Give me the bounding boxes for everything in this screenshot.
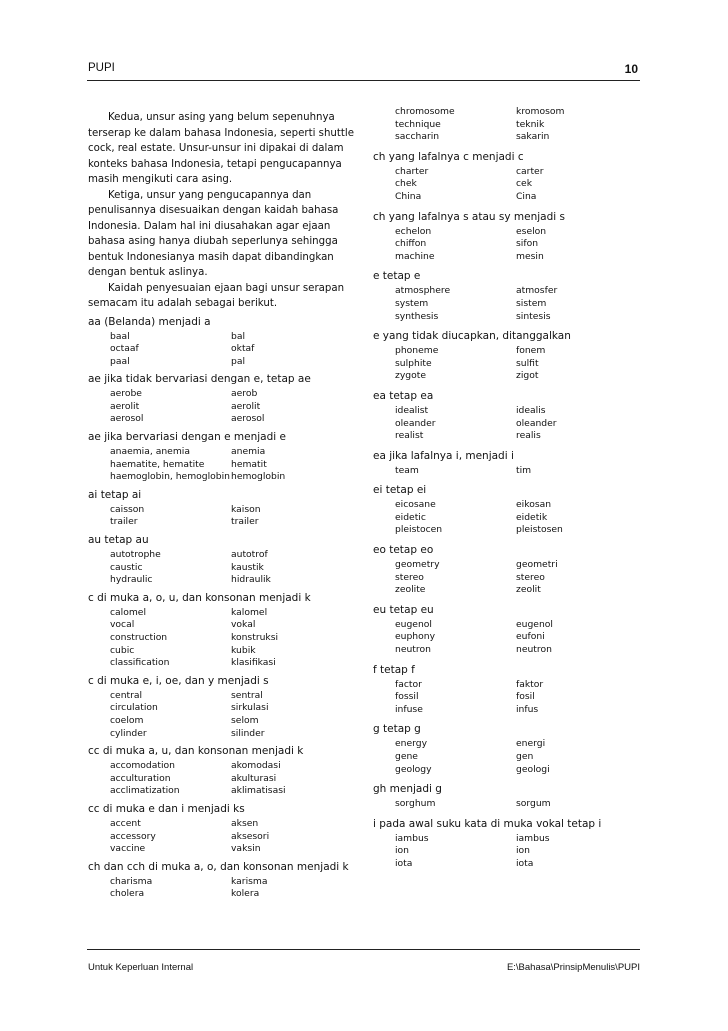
rule-heading: ch yang lafalnya s atau sy menjadi s (373, 210, 566, 223)
word-pair (88, 876, 358, 889)
word-pair (88, 818, 358, 831)
word-pair (373, 764, 643, 777)
foreign-word: eidetic (395, 511, 426, 523)
word-pair (373, 226, 643, 239)
spelling-rule-section (373, 449, 643, 478)
word-pair (373, 584, 643, 597)
word-pair (373, 238, 643, 251)
foreign-word: energy (395, 738, 428, 750)
indonesian-word: kalomel (231, 606, 268, 618)
word-pair-list (88, 818, 358, 856)
spelling-rule-section (88, 802, 358, 856)
word-pair (88, 619, 358, 632)
foreign-word: baal (110, 330, 130, 342)
indonesian-word: anemia (231, 446, 266, 458)
indonesian-word: oleander (516, 417, 557, 429)
word-pair (88, 574, 358, 587)
footer-rule (87, 949, 640, 950)
indonesian-word: eugenol (516, 618, 553, 630)
word-pair (88, 888, 358, 901)
word-pair (373, 679, 643, 692)
foreign-word: central (110, 689, 143, 701)
intro-paragraph: Ketiga, unsur yang pengucapannya dan penulisannya disesuaikan dengan kaidah bahasa Indonesia. Dalam hal ini diusahakan agar ejaan bahasa asing hanya diubah seperlunya sehingga bentuk Indonesianya masih dapat dibandingkan dengan bentuk aslinya. (88, 189, 339, 278)
word-pair (373, 559, 643, 572)
foreign-word: charter (395, 165, 429, 177)
word-pair (373, 166, 643, 179)
foreign-word: cylinder (110, 727, 147, 739)
spelling-rule-section (373, 543, 643, 597)
indonesian-word: cek (516, 178, 533, 190)
spelling-rule-section (373, 782, 643, 811)
indonesian-word: bal (231, 330, 246, 342)
word-pair (88, 331, 358, 344)
word-pair (373, 191, 643, 204)
foreign-word: geometry (395, 559, 440, 571)
indonesian-word: pleistosen (516, 524, 563, 536)
foreign-word: iota (395, 857, 413, 869)
rule-heading: ch yang lafalnya c menjadi c (373, 150, 524, 163)
indonesian-word: teknik (516, 118, 545, 130)
word-pair (373, 285, 643, 298)
indonesian-word: aklimatisasi (231, 785, 286, 797)
word-pair (88, 516, 358, 529)
rule-heading: cc di muka a, u, dan konsonan menjadi k (88, 745, 304, 758)
indonesian-word: selom (231, 714, 259, 726)
indonesian-word: geometri (516, 559, 558, 571)
foreign-word: anaemia, anemia (110, 446, 190, 458)
foreign-word: cubic (110, 644, 135, 656)
word-pair (88, 702, 358, 715)
indonesian-word: vaksin (231, 843, 261, 855)
foreign-word: atmosphere (395, 285, 451, 297)
rule-heading: g tetap g (373, 723, 421, 736)
indonesian-word: tim (516, 464, 532, 476)
indonesian-word: sifon (516, 238, 539, 250)
word-pair (88, 549, 358, 562)
word-pair (373, 631, 643, 644)
indonesian-word: kolera (231, 888, 260, 900)
indonesian-word: eufoni (516, 631, 545, 643)
foreign-word: neutron (395, 644, 431, 656)
spelling-rule-section (373, 483, 643, 537)
foreign-word: synthesis (395, 310, 439, 322)
word-pair (373, 858, 643, 871)
rule-heading: cc di muka e dan i menjadi ks (88, 802, 245, 815)
rule-heading: c di muka a, o, u, dan konsonan menjadi k (88, 591, 311, 604)
word-pair (373, 311, 643, 324)
foreign-word: construction (110, 632, 168, 643)
word-pair-list (373, 285, 643, 323)
spelling-rule-section (88, 430, 358, 484)
word-pair (373, 499, 643, 512)
word-pair-list (373, 405, 643, 443)
indonesian-word: atmosfer (516, 285, 558, 297)
indonesian-word: akomodasi (231, 760, 281, 772)
word-pair-list (88, 388, 358, 426)
foreign-word: phoneme (395, 345, 439, 357)
word-pair-list (373, 345, 643, 383)
foreign-word: acclimatization (110, 785, 180, 797)
word-pair (88, 831, 358, 844)
foreign-word: iambus (395, 832, 429, 844)
foreign-word: trailer (110, 516, 138, 528)
indonesian-word: ion (516, 845, 530, 857)
foreign-word: gene (395, 751, 418, 762)
spelling-rule-section (88, 533, 358, 587)
indonesian-word: akulturasi (231, 772, 277, 784)
word-pair-list (88, 504, 358, 529)
spelling-rule-section (373, 269, 643, 323)
right-rule-list (373, 106, 643, 871)
foreign-word: chek (395, 178, 417, 190)
word-pair-list (373, 833, 643, 871)
intro-paragraph: Kaidah penyesuaian ejaan bagi unsur serapan semacam itu adalah sebagai berikut. (88, 282, 345, 309)
word-pair (373, 298, 643, 311)
indonesian-word: aerob (231, 388, 258, 400)
word-pair (373, 106, 643, 119)
indonesian-word: realis (516, 430, 541, 442)
rule-heading: au tetap au (88, 534, 149, 547)
rule-heading: aa (Belanda) menjadi a (88, 315, 211, 328)
indonesian-word: carter (516, 165, 544, 177)
footer-right: E:\Bahasa\PrinsipMenulis\PUPI (506, 962, 640, 973)
word-pair (88, 504, 358, 517)
foreign-word: caustic (110, 561, 143, 573)
indonesian-word: eikosan (516, 499, 552, 511)
foreign-word: sulphite (395, 357, 432, 369)
indonesian-word: iota (516, 857, 534, 869)
intro-text (88, 110, 358, 312)
foreign-word: echelon (395, 225, 432, 237)
word-pair (373, 524, 643, 537)
foreign-word: system (395, 297, 429, 309)
foreign-word: coelom (110, 714, 144, 726)
indonesian-word: konstruksi (231, 632, 279, 643)
foreign-word: vaccine (110, 843, 146, 855)
word-pair (88, 728, 358, 741)
foreign-word: accomodation (110, 760, 175, 772)
word-pair (373, 405, 643, 418)
spelling-rule-section (373, 817, 643, 871)
word-pair (373, 119, 643, 132)
spelling-rule-section (88, 488, 358, 529)
foreign-word: paal (110, 355, 130, 367)
word-pair (88, 773, 358, 786)
word-pair (373, 430, 643, 443)
foreign-word: classification (110, 657, 170, 669)
foreign-word: team (395, 464, 419, 476)
rule-heading: e tetap e (373, 270, 421, 283)
foreign-word: caisson (110, 503, 145, 515)
rule-heading: ei tetap ei (373, 484, 427, 497)
indonesian-word: karisma (231, 875, 268, 887)
word-pair (88, 715, 358, 728)
word-pair-list (373, 499, 643, 537)
word-pair (373, 178, 643, 191)
rule-heading: ea tetap ea (373, 389, 434, 402)
word-pair (88, 690, 358, 703)
indonesian-word: sintesis (516, 310, 551, 322)
word-pair-list (88, 876, 358, 901)
rule-heading: eu tetap eu (373, 603, 434, 616)
foreign-word: zeolite (395, 584, 426, 596)
spelling-rule-section (373, 329, 643, 383)
indonesian-word: zeolit (516, 584, 541, 596)
indonesian-word: hemoglobin (231, 471, 286, 483)
spelling-rule-section (373, 603, 643, 657)
foreign-word: accent (110, 817, 141, 829)
word-pair-list (373, 559, 643, 597)
word-pair-list (373, 465, 643, 478)
word-pair (373, 345, 643, 358)
word-pair-list (373, 226, 643, 264)
indonesian-word: Cina (516, 190, 537, 202)
indonesian-word: iambus (516, 832, 550, 844)
spelling-rule-section (373, 150, 643, 204)
word-pair (373, 251, 643, 264)
word-pair-list (373, 166, 643, 204)
word-pair (88, 388, 358, 401)
indonesian-word: kaison (231, 503, 261, 515)
indonesian-word: zigot (516, 370, 539, 382)
foreign-word: China (395, 190, 422, 202)
rule-heading: i pada awal suku kata di muka vokal tetap i (373, 817, 602, 830)
indonesian-word: faktor (516, 678, 544, 690)
indonesian-word: silinder (231, 727, 265, 739)
spelling-rule-section (373, 389, 643, 443)
foreign-word: octaaf (110, 343, 139, 355)
indonesian-word: sulfit (516, 357, 539, 369)
word-pair (373, 465, 643, 478)
word-pair-list (373, 106, 643, 144)
indonesian-word: kubik (231, 644, 256, 656)
word-pair (373, 572, 643, 585)
indonesian-word: eidetik (516, 511, 548, 523)
foreign-word: oleander (395, 417, 436, 429)
indonesian-word: neutron (516, 644, 552, 656)
word-pair-list (88, 331, 358, 369)
indonesian-word: idealis (516, 404, 546, 416)
word-pair-list (88, 760, 358, 798)
foreign-word: accessory (110, 830, 156, 842)
rule-heading: gh menjadi g (373, 783, 442, 796)
indonesian-word: klasifikasi (231, 657, 276, 669)
spelling-rule-section (373, 663, 643, 717)
indonesian-word: sentral (231, 689, 263, 701)
spelling-rule-section (88, 674, 358, 740)
foreign-word: autotrophe (110, 549, 161, 561)
indonesian-word: infus (516, 703, 539, 715)
indonesian-word: autotrof (231, 549, 268, 561)
word-pair (88, 562, 358, 575)
spelling-rule-section (88, 591, 358, 670)
rule-heading: ai tetap ai (88, 488, 142, 501)
indonesian-word: pal (231, 355, 246, 367)
foreign-word: saccharin (395, 131, 440, 143)
indonesian-word: trailer (231, 516, 259, 528)
indonesian-word: kaustik (231, 561, 264, 573)
rule-heading: f tetap f (373, 663, 415, 676)
left-rule-list (88, 315, 358, 901)
word-pair-list (88, 549, 358, 587)
indonesian-word: energi (516, 738, 546, 750)
foreign-word: idealist (395, 404, 429, 416)
foreign-word: acculturation (110, 772, 171, 784)
footer-left: Untuk Keperluan Internal (88, 962, 194, 973)
rule-heading: e yang tidak diucapkan, ditanggalkan (373, 330, 571, 343)
word-pair (88, 446, 358, 459)
spelling-rule-section (88, 860, 358, 901)
foreign-word: geology (395, 763, 432, 775)
foreign-word: aerobe (110, 388, 142, 400)
word-pair (88, 459, 358, 472)
rule-heading: ae jika bervariasi dengan e menjadi e (88, 431, 286, 444)
indonesian-word: hidraulik (231, 574, 271, 586)
foreign-word: charisma (110, 875, 153, 887)
spelling-rule-section (373, 106, 643, 144)
word-pair (88, 356, 358, 369)
foreign-word: euphony (395, 631, 436, 643)
word-pair-list (88, 446, 358, 484)
word-pair (373, 512, 643, 525)
word-pair (373, 798, 643, 811)
indonesian-word: fosil (516, 691, 535, 703)
rule-heading: eo tetap eo (373, 544, 434, 557)
word-pair (373, 370, 643, 383)
word-pair (373, 738, 643, 751)
word-pair (373, 131, 643, 144)
indonesian-word: vokal (231, 619, 256, 631)
foreign-word: chromosome (395, 106, 455, 117)
word-pair (373, 704, 643, 717)
word-pair (88, 843, 358, 856)
foreign-word: cholera (110, 888, 145, 900)
indonesian-word: sistem (516, 297, 547, 309)
indonesian-word: gen (516, 751, 534, 762)
header-title: PUPI (88, 62, 115, 74)
indonesian-word: eselon (516, 225, 547, 237)
right-column (373, 106, 643, 875)
foreign-word: circulation (110, 702, 158, 714)
word-pair (88, 607, 358, 620)
foreign-word: calomel (110, 606, 147, 618)
header-rule (87, 80, 640, 81)
word-pair (88, 645, 358, 658)
foreign-word: zygote (395, 370, 426, 382)
word-pair-list (373, 679, 643, 717)
foreign-word: factor (395, 678, 422, 690)
word-pair (373, 751, 643, 764)
foreign-word: pleistocen (395, 524, 443, 536)
spelling-rule-section (88, 372, 358, 426)
foreign-word: haematite, hematite (110, 458, 205, 470)
word-pair (88, 657, 358, 670)
rule-heading: ea jika lafalnya i, menjadi i (373, 449, 514, 462)
word-pair (373, 619, 643, 632)
indonesian-word: sorgum (516, 798, 551, 810)
foreign-word: realist (395, 430, 424, 442)
indonesian-word: kromosom (516, 106, 565, 117)
indonesian-word: oktaf (231, 343, 255, 355)
word-pair-list (373, 798, 643, 811)
spelling-rule-section (373, 722, 643, 776)
indonesian-word: aerolit (231, 400, 261, 412)
foreign-word: aerolit (110, 400, 140, 412)
word-pair (88, 760, 358, 773)
indonesian-word: sirkulasi (231, 702, 269, 714)
word-pair-list (88, 607, 358, 670)
word-pair (373, 418, 643, 431)
rule-heading: c di muka e, i, oe, dan y menjadi s (88, 674, 269, 687)
indonesian-word: aerosol (231, 413, 265, 425)
foreign-word: fossil (395, 691, 419, 703)
word-pair (88, 632, 358, 645)
spelling-rule-section (373, 210, 643, 264)
foreign-word: technique (395, 118, 441, 130)
word-pair (373, 691, 643, 704)
foreign-word: infuse (395, 703, 423, 715)
foreign-word: ion (395, 845, 409, 857)
foreign-word: hydraulic (110, 574, 153, 586)
page-number: 10 (624, 62, 638, 76)
word-pair (88, 401, 358, 414)
indonesian-word: sakarin (516, 131, 550, 143)
foreign-word: aerosol (110, 413, 144, 425)
word-pair-list (88, 690, 358, 740)
indonesian-word: aksesori (231, 830, 270, 842)
word-pair (88, 785, 358, 798)
rule-heading: ae jika tidak bervariasi dengan e, tetap ae (88, 373, 311, 386)
word-pair (373, 845, 643, 858)
word-pair (88, 471, 358, 484)
indonesian-word: geologi (516, 763, 550, 775)
word-pair (373, 644, 643, 657)
word-pair (373, 358, 643, 371)
rule-heading: ch dan cch di muka a, o, dan konsonan menjadi k (88, 860, 349, 873)
foreign-word: sorghum (395, 798, 436, 810)
foreign-word: haemoglobin, hemoglobin (110, 471, 230, 483)
indonesian-word: hematit (231, 458, 267, 470)
indonesian-word: mesin (516, 250, 544, 262)
intro-paragraph: Kedua, unsur asing yang belum sepenuhnya terserap ke dalam bahasa Indonesia, seperti shuttle cock, real estate. Unsur-unsur ini dipakai di dalam konteks bahasa Indonesia, tetapi pengucapannya masih mengikuti cara asing. (88, 112, 354, 185)
word-pair-list (373, 738, 643, 776)
foreign-word: stereo (395, 571, 424, 583)
indonesian-word: aksen (231, 817, 259, 829)
left-column (88, 110, 358, 905)
foreign-word: eicosane (395, 499, 436, 511)
indonesian-word: stereo (516, 571, 545, 583)
spelling-rule-section (88, 315, 358, 369)
word-pair (88, 413, 358, 426)
foreign-word: chiffon (395, 238, 427, 250)
foreign-word: eugenol (395, 618, 432, 630)
indonesian-word: fonem (516, 345, 546, 357)
spelling-rule-section (88, 744, 358, 798)
foreign-word: machine (395, 250, 435, 262)
foreign-word: vocal (110, 619, 135, 631)
word-pair-list (373, 619, 643, 657)
word-pair (373, 833, 643, 846)
word-pair (88, 343, 358, 356)
